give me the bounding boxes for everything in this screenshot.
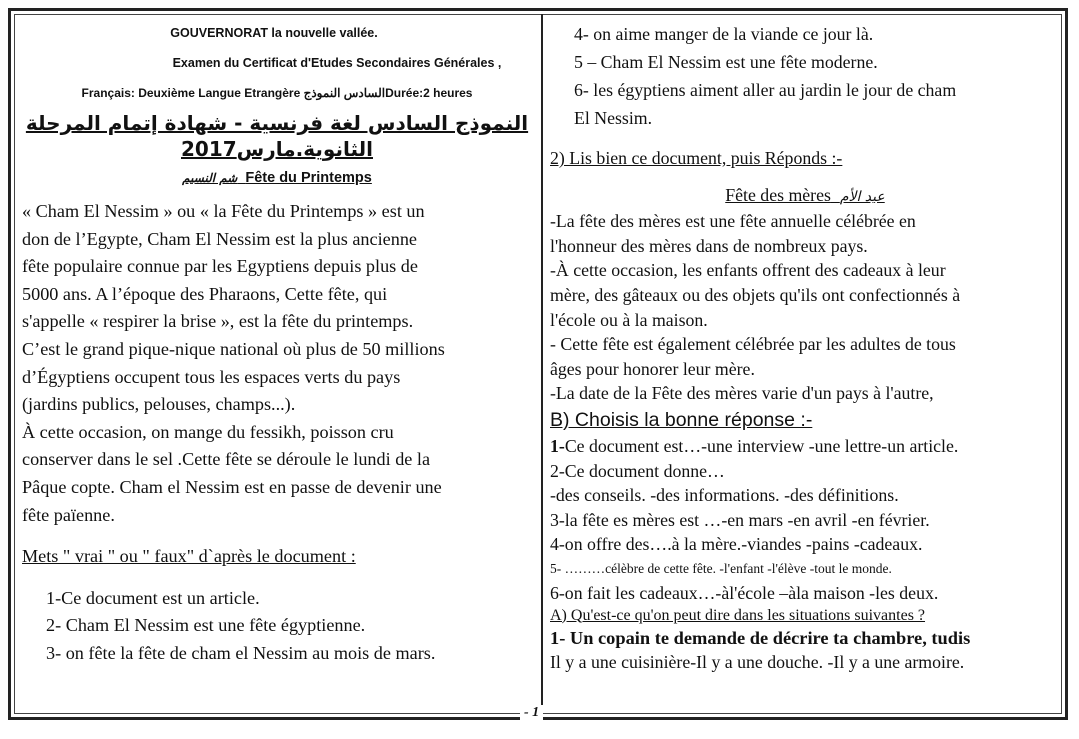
document-line: l'honneur des mères dans de nombreux pays.	[550, 235, 868, 256]
document-line: - Cette fête est également célébrée par les adultes de tous	[550, 334, 956, 355]
subject-line: Français: Deuxième Langue Etrangère السادس النموذجDurée:2 heures	[81, 86, 473, 100]
situation-1-answer: Il y a une cuisinière-Il y a une douche. -Il y a une armoire.	[550, 652, 965, 673]
section2-title: 2) Lis bien ce document, puis Réponds :-	[550, 148, 843, 168]
question-2-options: -des conseils. -des informations. -des définitions.	[550, 485, 899, 506]
part-a-heading: A) Qu'est-ce qu'on peut dire dans les situations suivantes ?	[550, 606, 926, 624]
right-column	[550, 20, 1060, 675]
situation-1: 1- Un copain te demande de décrire ta chambre, tudis	[550, 627, 971, 648]
vrai-faux-instruction: Mets " vrai " ou " faux" d`après le document :	[22, 546, 356, 567]
text-line: s'appelle « respirer la brise », est la fête du printemps.	[22, 311, 414, 332]
text-line: d’Égyptiens occupent tous les espaces verts du pays	[22, 366, 401, 387]
question-5: 5- ………célèbre de cette fête. -l'enfant -l'élève -tout le monde.	[550, 560, 892, 576]
question-3: 3-la fête es mères est …-en mars -en avril -en février.	[550, 509, 930, 530]
vrai-faux-item: 4- on aime manger de la viande ce jour là.	[574, 24, 874, 44]
text-line: fête païenne.	[22, 504, 115, 525]
vrai-faux-item: 6- les égyptiens aiment aller au jardin le jour de cham	[574, 80, 957, 100]
text-line: À cette occasion, on mange du fessikh, poisson cru	[22, 421, 394, 442]
column-divider	[541, 14, 543, 714]
question-6: 6-on fait les cadeaux…-àl'école –àla maison -les deux.	[550, 582, 939, 603]
document-fete-des-meres	[550, 209, 1060, 406]
document-line: mère, des gâteaux ou des objets qu'ils ont confectionnés à	[550, 284, 961, 305]
vrai-faux-items-cont	[550, 20, 1060, 132]
vrai-faux-item: 5 – Cham El Nessim est une fête moderne.	[574, 52, 878, 72]
part-b-heading: B) Choisis la bonne réponse :-	[550, 408, 813, 431]
document-line: -À cette occasion, les enfants offrent des cadeaux à leur	[550, 260, 946, 281]
question-2: 2-Ce document donne…	[550, 460, 725, 481]
vrai-faux-item: El Nessim.	[574, 108, 653, 128]
text-line: « Cham El Nessim » ou « la Fête du Printemps » est un	[22, 201, 425, 221]
document-title: Fête des mères عيد الأم	[725, 184, 885, 205]
text-line: don de l’Egypte, Cham El Nessim est la plus ancienne	[22, 228, 417, 249]
vrai-faux-item: 2- Cham El Nessim est une fête égyptienne.	[46, 615, 366, 636]
document-line: âges pour honorer leur mère.	[550, 358, 755, 379]
document-line: l'école ou à la maison.	[550, 309, 708, 330]
vrai-faux-item: 1-Ce document est un article.	[46, 587, 260, 608]
exam-line: Examen du Certificat d'Etudes Secondaires Générales ,	[172, 56, 502, 70]
text-cham-el-nessim	[22, 198, 532, 529]
text-line: (jardins publics, pelouses, champs...).	[22, 394, 296, 415]
text-line: Pâque copte. Cham el Nessim est en passe de devenir une	[22, 476, 442, 497]
left-column	[22, 18, 532, 668]
text-line: conserver dans le sel .Cette fête se déroule le lundi de la	[22, 449, 431, 470]
text-title: شم النسيم Fête du Printemps	[182, 170, 372, 186]
document-line: -La fête des mères est une fête annuelle célébrée en	[550, 211, 916, 232]
question-4: 4-on offre des….à la mère.-viandes -pains -cadeaux.	[550, 534, 923, 555]
text-line: fête populaire connue par les Egyptiens depuis plus de	[22, 256, 418, 277]
text-line: C’est le grand pique-nique national où plus de 50 millions	[22, 338, 445, 359]
text-line: 5000 ans. A l’époque des Pharaons, Cette fête, qui	[22, 283, 388, 304]
vrai-faux-item: 3- on fête la fête de cham el Nessim au mois de mars.	[46, 642, 436, 663]
question-1: 1-Ce document est…-une interview -une lettre-un article.	[550, 435, 959, 456]
arabic-exam-title: النموذج السادس لغة فرنسية - شهادة إتمام المرحلة الثانوية.مارس2017	[25, 111, 529, 161]
document-line: -La date de la Fête des mères varie d'un pays à l'autre,	[550, 383, 934, 404]
governorate-line: GOUVERNORAT la nouvelle vallée.	[170, 26, 378, 40]
page-number: - 1	[520, 705, 543, 721]
vrai-faux-items	[22, 585, 532, 668]
